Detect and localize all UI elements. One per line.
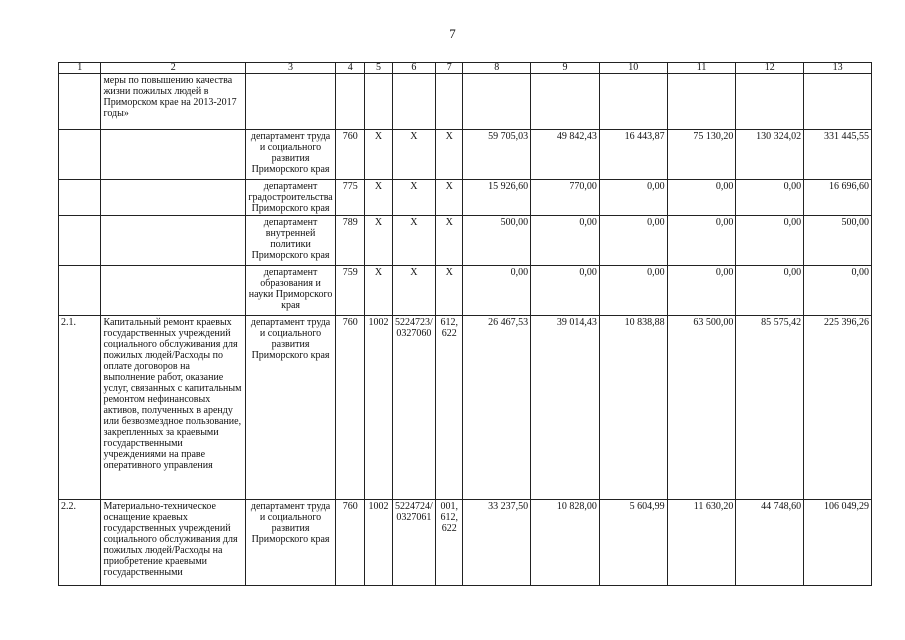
code-cell: 775 xyxy=(336,180,365,216)
column-header: 13 xyxy=(804,63,872,74)
amount-cell: 63 500,00 xyxy=(667,316,736,500)
column-header: 8 xyxy=(463,63,531,74)
column-header: 9 xyxy=(531,63,600,74)
measure-name-cell: Материально-техническое оснащение краевых государственных учреждений социального обслуживания для пожилых людей/Расходы на приобретение краевыми государственными xyxy=(101,500,246,586)
column-header: 10 xyxy=(599,63,667,74)
code-cell: Х xyxy=(392,216,435,266)
amount-cell: 770,00 xyxy=(531,180,600,216)
amount-cell: 10 828,00 xyxy=(531,500,600,586)
executor-cell: департамент градостроительства Приморского края xyxy=(246,180,336,216)
column-header: 5 xyxy=(365,63,392,74)
row-number-cell: 2.1. xyxy=(59,316,101,500)
amount-cell xyxy=(736,74,804,130)
executor-cell: департамент внутренней политики Приморского края xyxy=(246,216,336,266)
code-cell: Х xyxy=(392,180,435,216)
table-row xyxy=(59,130,872,180)
amount-cell: 10 838,88 xyxy=(599,316,667,500)
amount-cell: 39 014,43 xyxy=(531,316,600,500)
table-row xyxy=(59,266,872,316)
code-cell: 001, 612, 622 xyxy=(436,500,463,586)
code-cell: 760 xyxy=(336,130,365,180)
row-number-cell xyxy=(59,74,101,130)
measure-name-cell xyxy=(101,216,246,266)
amount-cell: 0,00 xyxy=(599,180,667,216)
code-cell: Х xyxy=(365,130,392,180)
column-number-row xyxy=(59,63,872,74)
executor-cell xyxy=(246,74,336,130)
row-number-cell: 2.2. xyxy=(59,500,101,586)
column-header: 3 xyxy=(246,63,336,74)
code-cell: 5224723/ 0327060 xyxy=(392,316,435,500)
executor-cell: департамент труда и социального развития Приморского края xyxy=(246,316,336,500)
row-number-cell xyxy=(59,266,101,316)
executor-cell: департамент труда и социального развития Приморского края xyxy=(246,500,336,586)
measure-name-cell: Капитальный ремонт краевых государственных учреждений социального обслуживания для пожилых людей/Расходы по оплате договоров на выполнение работ, оказание услуг, связанных с капитальным ремонтом нефинансовых активов, полученных в аренду или безвозмездное пользование, закрепленных за краевыми государственными учреждениями на праве оперативного управления xyxy=(101,316,246,500)
code-cell xyxy=(436,74,463,130)
amount-cell: 0,00 xyxy=(463,266,531,316)
code-cell: Х xyxy=(392,266,435,316)
amount-cell: 331 445,55 xyxy=(804,130,872,180)
amount-cell: 0,00 xyxy=(736,266,804,316)
amount-cell: 0,00 xyxy=(667,180,736,216)
executor-cell: департамент труда и социального развития Приморского края xyxy=(246,130,336,180)
code-cell: 759 xyxy=(336,266,365,316)
code-cell xyxy=(365,74,392,130)
code-cell: 5224724/ 0327061 xyxy=(392,500,435,586)
code-cell: 760 xyxy=(336,316,365,500)
code-cell xyxy=(336,74,365,130)
amount-cell: 0,00 xyxy=(736,216,804,266)
page-number: 7 xyxy=(449,26,456,41)
amount-cell: 0,00 xyxy=(736,180,804,216)
measure-name-cell xyxy=(101,266,246,316)
column-header: 2 xyxy=(101,63,246,74)
code-cell: Х xyxy=(436,180,463,216)
code-cell: Х xyxy=(436,216,463,266)
amount-cell: 0,00 xyxy=(531,216,600,266)
amount-cell: 500,00 xyxy=(804,216,872,266)
code-cell: 1002 xyxy=(365,500,392,586)
code-cell: Х xyxy=(365,180,392,216)
column-header: 12 xyxy=(736,63,804,74)
table-row xyxy=(59,74,872,130)
amount-cell: 85 575,42 xyxy=(736,316,804,500)
amount-cell xyxy=(599,74,667,130)
amount-cell: 0,00 xyxy=(667,216,736,266)
amount-cell: 225 396,26 xyxy=(804,316,872,500)
table-row xyxy=(59,316,872,500)
code-cell xyxy=(392,74,435,130)
code-cell: 612, 622 xyxy=(436,316,463,500)
code-cell: Х xyxy=(436,130,463,180)
row-number-cell xyxy=(59,130,101,180)
executor-cell: департамент образования и науки Приморского края xyxy=(246,266,336,316)
amount-cell: 130 324,02 xyxy=(736,130,804,180)
amount-cell: 75 130,20 xyxy=(667,130,736,180)
amount-cell: 0,00 xyxy=(599,266,667,316)
amount-cell: 26 467,53 xyxy=(463,316,531,500)
amount-cell: 15 926,60 xyxy=(463,180,531,216)
code-cell: Х xyxy=(436,266,463,316)
budget-table xyxy=(58,62,872,586)
amount-cell xyxy=(531,74,600,130)
code-cell: 1002 xyxy=(365,316,392,500)
measure-name-cell xyxy=(101,180,246,216)
amount-cell: 33 237,50 xyxy=(463,500,531,586)
amount-cell: 11 630,20 xyxy=(667,500,736,586)
column-header: 1 xyxy=(59,63,101,74)
row-number-cell xyxy=(59,216,101,266)
amount-cell: 49 842,43 xyxy=(531,130,600,180)
code-cell: Х xyxy=(365,216,392,266)
code-cell: 760 xyxy=(336,500,365,586)
code-cell: 789 xyxy=(336,216,365,266)
amount-cell xyxy=(667,74,736,130)
amount-cell: 0,00 xyxy=(667,266,736,316)
amount-cell: 0,00 xyxy=(531,266,600,316)
table-row xyxy=(59,180,872,216)
amount-cell: 0,00 xyxy=(804,266,872,316)
table-row xyxy=(59,216,872,266)
column-header: 11 xyxy=(667,63,736,74)
measure-name-cell: меры по повышению качества жизни пожилых людей в Приморском крае на 2013-2017 годы» xyxy=(101,74,246,130)
amount-cell: 16 696,60 xyxy=(804,180,872,216)
column-header: 6 xyxy=(392,63,435,74)
amount-cell: 500,00 xyxy=(463,216,531,266)
amount-cell: 16 443,87 xyxy=(599,130,667,180)
measure-name-cell xyxy=(101,130,246,180)
code-cell: Х xyxy=(365,266,392,316)
amount-cell: 59 705,03 xyxy=(463,130,531,180)
amount-cell: 44 748,60 xyxy=(736,500,804,586)
amount-cell xyxy=(804,74,872,130)
amount-cell: 106 049,29 xyxy=(804,500,872,586)
amount-cell: 0,00 xyxy=(599,216,667,266)
row-number-cell xyxy=(59,180,101,216)
amount-cell xyxy=(463,74,531,130)
amount-cell: 5 604,99 xyxy=(599,500,667,586)
column-header: 7 xyxy=(436,63,463,74)
table-row xyxy=(59,500,872,586)
code-cell: Х xyxy=(392,130,435,180)
column-header: 4 xyxy=(336,63,365,74)
